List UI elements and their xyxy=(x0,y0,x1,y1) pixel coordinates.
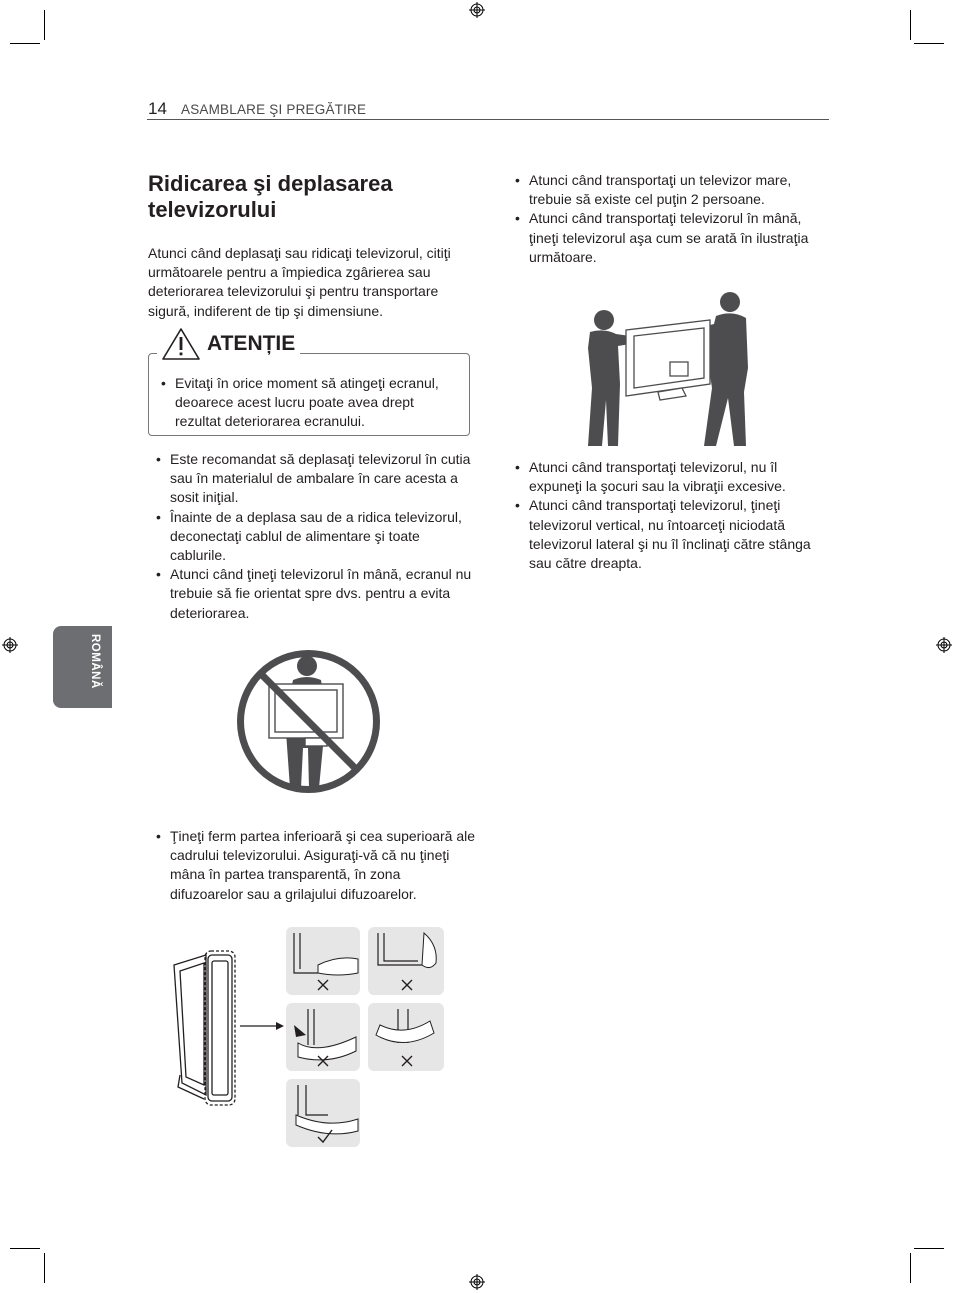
registration-mark-icon xyxy=(936,637,952,653)
grip-panel-1 xyxy=(286,927,360,995)
grip-panel-4 xyxy=(368,1003,444,1071)
list-item: • Atunci când transportaţi un televizor mare, trebuie să existe cel puţin 2 persoane. xyxy=(507,171,825,209)
language-tab-label: ROMÂNĂ xyxy=(89,634,101,689)
two-person-carry-illustration xyxy=(586,288,750,448)
list-item: • Atunci când transportaţi televizorul, nu îl expuneţi la şocuri sau la vibraţii excesive. xyxy=(507,458,825,496)
caution-list xyxy=(153,374,458,432)
crop-mark xyxy=(44,10,45,40)
language-tab xyxy=(53,626,112,708)
grip-panel-5 xyxy=(286,1079,360,1147)
right-bullet-list xyxy=(507,171,825,267)
crop-mark xyxy=(910,10,911,40)
prohibited-carry-illustration xyxy=(235,648,382,795)
crop-mark xyxy=(914,1248,944,1249)
grip-panel-3 xyxy=(286,1003,360,1071)
person-left xyxy=(588,310,630,446)
crop-mark xyxy=(914,43,944,44)
list-item: • Evitaţi în orice moment să atingeţi ecranul, deoarece acest lucru poate avea drept rezultat deteriorarea ecranului. xyxy=(153,374,458,432)
list-item: • Atunci când transportaţi televizorul, ţineţi televizorul vertical, nu întoarceţi niciodată televizorul lateral şi nu îl înclinaţi către stânga sau către dreapta. xyxy=(507,496,825,573)
header-divider xyxy=(147,119,829,120)
list-item: • Atunci când transportaţi televizorul în mână, ţineţi televizorul aşa cum se arată în ilustraţia următoare. xyxy=(507,209,825,267)
caution-label: ATENȚIE xyxy=(207,332,296,355)
grip-position-illustration xyxy=(168,925,448,1150)
left-bullet-list xyxy=(148,450,476,623)
page-title: Ridicarea şi deplasarea televizorului xyxy=(148,171,393,222)
crop-mark xyxy=(10,43,40,44)
left-bullet-list-2 xyxy=(148,827,476,904)
list-item: • Înainte de a deplasa sau de a ridica televizorul, deconectaţi cablul de alimentare şi toate cablurile. xyxy=(148,508,476,566)
registration-mark-icon xyxy=(469,1274,485,1290)
crop-mark xyxy=(44,1253,45,1283)
crop-mark xyxy=(10,1248,40,1249)
warning-triangle-icon xyxy=(161,327,201,361)
grip-panel-2 xyxy=(368,927,444,995)
section-header: ASAMBLARE ŞI PREGĂTIRE xyxy=(181,102,367,117)
caution-heading xyxy=(157,327,300,361)
registration-mark-icon xyxy=(469,2,485,18)
intro-paragraph: Atunci când deplasaţi sau ridicaţi televizorul, citiţi următoarele pentru a împiedica zgârierea sau deteriorarea televizorului şi pentru transportare sigură, indiferent de tip şi dimensiune. xyxy=(148,245,451,319)
right-bullet-list-2 xyxy=(507,458,825,573)
tv-outline xyxy=(626,320,710,400)
crop-mark xyxy=(910,1253,911,1283)
page-number: 14 xyxy=(148,99,167,118)
list-item: • Este recomandat să deplasaţi televizorul în cutia sau în materialul de ambalare în care acesta a sosit iniţial. xyxy=(148,450,476,508)
tv-side-view xyxy=(174,951,235,1105)
list-item: • Ţineţi ferm partea inferioară şi cea superioară ale cadrului televizorului. Asiguraţi-vă că nu ţineţi mâna în partea transparentă, în zona difuzoarelor sau a grilajului difuzoarelor. xyxy=(148,827,476,904)
registration-mark-icon xyxy=(2,637,18,653)
list-item: • Atunci când ţineţi televizorul în mână, ecranul nu trebuie să fie orientat spre dvs. pentru a evita deteriorarea. xyxy=(148,565,476,623)
